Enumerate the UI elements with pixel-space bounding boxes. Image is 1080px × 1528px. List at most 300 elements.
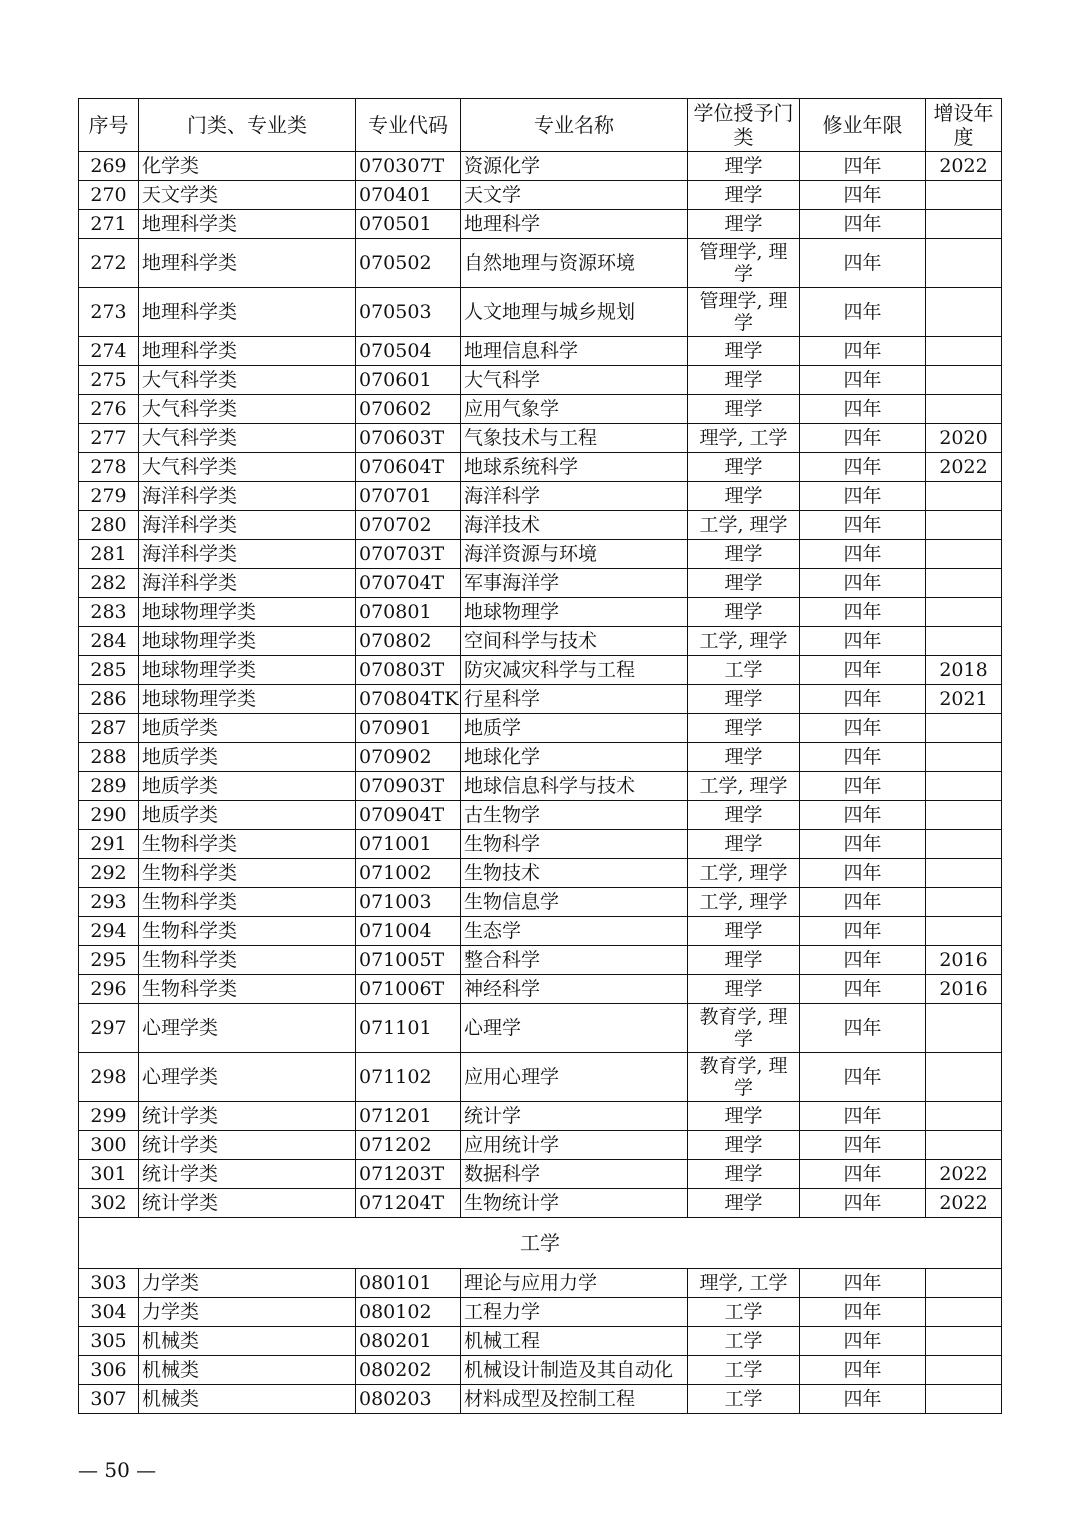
cell-no: 301 (79, 1160, 139, 1189)
cell-degree: 理学 (688, 210, 800, 239)
cell-years: 四年 (800, 1004, 926, 1053)
table-row (79, 1131, 1002, 1160)
table-row (79, 482, 1002, 511)
page-number: — 50 — (78, 1458, 157, 1482)
cell-degree: 理学 (688, 1189, 800, 1218)
cell-degree: 理学 (688, 152, 800, 181)
cell-category: 统计学类 (139, 1102, 356, 1131)
cell-code: 070702 (356, 511, 461, 540)
cell-years: 四年 (800, 714, 926, 743)
table-row (79, 210, 1002, 239)
cell-no: 270 (79, 181, 139, 210)
cell-name: 机械工程 (461, 1327, 688, 1356)
cell-years: 四年 (800, 772, 926, 801)
cell-category: 地理科学类 (139, 239, 356, 288)
table-row (79, 743, 1002, 772)
cell-years: 四年 (800, 152, 926, 181)
cell-code: 070903T (356, 772, 461, 801)
cell-degree: 理学 (688, 743, 800, 772)
cell-years: 四年 (800, 1131, 926, 1160)
header-added: 增设年度 (926, 99, 1002, 152)
cell-category: 生物科学类 (139, 917, 356, 946)
cell-name: 海洋技术 (461, 511, 688, 540)
cell-years: 四年 (800, 917, 926, 946)
cell-years: 四年 (800, 627, 926, 656)
cell-added (926, 801, 1002, 830)
cell-degree: 理学 (688, 830, 800, 859)
cell-added (926, 888, 1002, 917)
cell-added (926, 772, 1002, 801)
cell-no: 304 (79, 1298, 139, 1327)
cell-category: 生物科学类 (139, 888, 356, 917)
cell-name: 气象技术与工程 (461, 424, 688, 453)
cell-name: 地球信息科学与技术 (461, 772, 688, 801)
cell-category: 海洋科学类 (139, 511, 356, 540)
cell-added (926, 1102, 1002, 1131)
cell-code: 071006T (356, 975, 461, 1004)
cell-no: 307 (79, 1385, 139, 1414)
cell-no: 296 (79, 975, 139, 1004)
cell-name: 机械设计制造及其自动化 (461, 1356, 688, 1385)
cell-degree: 工学, 理学 (688, 772, 800, 801)
cell-degree: 理学 (688, 453, 800, 482)
table-row (79, 1160, 1002, 1189)
cell-name: 军事海洋学 (461, 569, 688, 598)
cell-code: 070902 (356, 743, 461, 772)
cell-category: 地质学类 (139, 714, 356, 743)
cell-category: 心理学类 (139, 1004, 356, 1053)
cell-category: 地质学类 (139, 801, 356, 830)
cell-added: 2022 (926, 1160, 1002, 1189)
cell-added (926, 598, 1002, 627)
cell-no: 306 (79, 1356, 139, 1385)
table-row (79, 627, 1002, 656)
table-row (79, 152, 1002, 181)
cell-added (926, 210, 1002, 239)
cell-no: 275 (79, 366, 139, 395)
cell-years: 四年 (800, 1327, 926, 1356)
cell-code: 071101 (356, 1004, 461, 1053)
table-row (79, 181, 1002, 210)
cell-no: 271 (79, 210, 139, 239)
header-degree: 学位授予门类 (688, 99, 800, 152)
cell-degree: 工学 (688, 1385, 800, 1414)
cell-name: 地理信息科学 (461, 337, 688, 366)
header-name: 专业名称 (461, 99, 688, 152)
specialty-table (78, 98, 1002, 1414)
cell-category: 生物科学类 (139, 946, 356, 975)
table-row (79, 830, 1002, 859)
cell-years: 四年 (800, 395, 926, 424)
cell-added (926, 1298, 1002, 1327)
cell-code: 080101 (356, 1269, 461, 1298)
cell-no: 305 (79, 1327, 139, 1356)
table-row (79, 888, 1002, 917)
cell-name: 行星科学 (461, 685, 688, 714)
cell-degree: 理学 (688, 366, 800, 395)
table-row (79, 685, 1002, 714)
table-row (79, 1327, 1002, 1356)
table-row (79, 598, 1002, 627)
cell-category: 化学类 (139, 152, 356, 181)
cell-added: 2022 (926, 453, 1002, 482)
cell-code: 080203 (356, 1385, 461, 1414)
cell-name: 自然地理与资源环境 (461, 239, 688, 288)
cell-years: 四年 (800, 656, 926, 685)
table-row (79, 1269, 1002, 1298)
cell-no: 278 (79, 453, 139, 482)
cell-category: 力学类 (139, 1298, 356, 1327)
cell-years: 四年 (800, 830, 926, 859)
cell-years: 四年 (800, 337, 926, 366)
cell-name: 地理科学 (461, 210, 688, 239)
cell-no: 292 (79, 859, 139, 888)
cell-name: 工程力学 (461, 1298, 688, 1327)
cell-added (926, 337, 1002, 366)
cell-category: 机械类 (139, 1356, 356, 1385)
cell-degree: 理学 (688, 1102, 800, 1131)
cell-added (926, 627, 1002, 656)
cell-no: 277 (79, 424, 139, 453)
cell-category: 地质学类 (139, 743, 356, 772)
cell-code: 071102 (356, 1053, 461, 1102)
cell-years: 四年 (800, 1356, 926, 1385)
cell-no: 282 (79, 569, 139, 598)
header-row (79, 99, 1002, 152)
cell-years: 四年 (800, 366, 926, 395)
cell-name: 人文地理与城乡规划 (461, 288, 688, 337)
cell-name: 空间科学与技术 (461, 627, 688, 656)
cell-years: 四年 (800, 1160, 926, 1189)
table-row (79, 337, 1002, 366)
cell-no: 269 (79, 152, 139, 181)
header-no: 序号 (79, 99, 139, 152)
cell-no: 287 (79, 714, 139, 743)
cell-name: 整合科学 (461, 946, 688, 975)
cell-no: 279 (79, 482, 139, 511)
table-row (79, 1385, 1002, 1414)
cell-code: 070801 (356, 598, 461, 627)
cell-no: 280 (79, 511, 139, 540)
cell-category: 力学类 (139, 1269, 356, 1298)
cell-years: 四年 (800, 598, 926, 627)
cell-years: 四年 (800, 453, 926, 482)
cell-no: 288 (79, 743, 139, 772)
cell-degree: 理学 (688, 598, 800, 627)
cell-added (926, 1004, 1002, 1053)
cell-added (926, 1327, 1002, 1356)
cell-years: 四年 (800, 888, 926, 917)
cell-degree: 工学 (688, 656, 800, 685)
cell-added (926, 830, 1002, 859)
cell-added: 2016 (926, 975, 1002, 1004)
cell-degree: 管理学, 理学 (688, 288, 800, 337)
cell-category: 地球物理学类 (139, 656, 356, 685)
cell-added (926, 1269, 1002, 1298)
cell-category: 大气科学类 (139, 395, 356, 424)
cell-code: 071204T (356, 1189, 461, 1218)
cell-category: 地球物理学类 (139, 685, 356, 714)
cell-added (926, 239, 1002, 288)
cell-degree: 理学 (688, 540, 800, 569)
cell-code: 070502 (356, 239, 461, 288)
cell-code: 070501 (356, 210, 461, 239)
cell-no: 286 (79, 685, 139, 714)
cell-name: 古生物学 (461, 801, 688, 830)
cell-code: 070603T (356, 424, 461, 453)
cell-added (926, 511, 1002, 540)
cell-name: 应用气象学 (461, 395, 688, 424)
cell-no: 300 (79, 1131, 139, 1160)
cell-category: 海洋科学类 (139, 569, 356, 598)
cell-added (926, 859, 1002, 888)
cell-added (926, 917, 1002, 946)
cell-years: 四年 (800, 288, 926, 337)
cell-name: 海洋资源与环境 (461, 540, 688, 569)
cell-no: 298 (79, 1053, 139, 1102)
cell-years: 四年 (800, 1269, 926, 1298)
cell-years: 四年 (800, 1385, 926, 1414)
cell-no: 294 (79, 917, 139, 946)
cell-years: 四年 (800, 181, 926, 210)
cell-added (926, 1053, 1002, 1102)
section-title: 工学 (79, 1218, 1002, 1269)
cell-name: 神经科学 (461, 975, 688, 1004)
cell-code: 070802 (356, 627, 461, 656)
cell-added: 2021 (926, 685, 1002, 714)
table-row (79, 1189, 1002, 1218)
table-row (79, 288, 1002, 337)
cell-no: 274 (79, 337, 139, 366)
cell-name: 生物技术 (461, 859, 688, 888)
cell-degree: 理学 (688, 946, 800, 975)
cell-added (926, 288, 1002, 337)
cell-added (926, 540, 1002, 569)
cell-years: 四年 (800, 975, 926, 1004)
cell-code: 071003 (356, 888, 461, 917)
cell-name: 大气科学 (461, 366, 688, 395)
cell-no: 303 (79, 1269, 139, 1298)
table-row (79, 511, 1002, 540)
cell-code: 071001 (356, 830, 461, 859)
cell-degree: 理学 (688, 482, 800, 511)
cell-no: 302 (79, 1189, 139, 1218)
cell-category: 天文学类 (139, 181, 356, 210)
cell-code: 071005T (356, 946, 461, 975)
cell-name: 地球化学 (461, 743, 688, 772)
cell-added (926, 1131, 1002, 1160)
cell-name: 生态学 (461, 917, 688, 946)
section-row (79, 1218, 1002, 1269)
cell-degree: 理学 (688, 1131, 800, 1160)
cell-degree: 理学 (688, 569, 800, 598)
cell-degree: 工学 (688, 1327, 800, 1356)
cell-years: 四年 (800, 210, 926, 239)
table-row (79, 1004, 1002, 1053)
cell-degree: 理学 (688, 395, 800, 424)
table-row (79, 656, 1002, 685)
cell-degree: 工学, 理学 (688, 511, 800, 540)
cell-degree: 理学 (688, 1160, 800, 1189)
cell-code: 070604T (356, 453, 461, 482)
cell-added (926, 366, 1002, 395)
table-row (79, 453, 1002, 482)
cell-name: 资源化学 (461, 152, 688, 181)
table-row (79, 946, 1002, 975)
cell-code: 070901 (356, 714, 461, 743)
cell-no: 281 (79, 540, 139, 569)
cell-no: 289 (79, 772, 139, 801)
cell-no: 273 (79, 288, 139, 337)
cell-added (926, 1356, 1002, 1385)
cell-no: 297 (79, 1004, 139, 1053)
header-category: 门类、专业类 (139, 99, 356, 152)
cell-name: 生物科学 (461, 830, 688, 859)
cell-degree: 理学 (688, 181, 800, 210)
cell-years: 四年 (800, 859, 926, 888)
cell-name: 心理学 (461, 1004, 688, 1053)
table-row (79, 1102, 1002, 1131)
cell-years: 四年 (800, 1102, 926, 1131)
cell-degree: 工学, 理学 (688, 888, 800, 917)
cell-added (926, 181, 1002, 210)
table-row (79, 1298, 1002, 1327)
table-row (79, 395, 1002, 424)
cell-category: 地球物理学类 (139, 627, 356, 656)
table-row (79, 540, 1002, 569)
cell-code: 071202 (356, 1131, 461, 1160)
cell-years: 四年 (800, 482, 926, 511)
cell-category: 大气科学类 (139, 366, 356, 395)
cell-no: 293 (79, 888, 139, 917)
cell-added: 2022 (926, 1189, 1002, 1218)
cell-code: 071004 (356, 917, 461, 946)
cell-added (926, 714, 1002, 743)
table-row (79, 714, 1002, 743)
cell-years: 四年 (800, 511, 926, 540)
cell-degree: 理学, 工学 (688, 424, 800, 453)
table-row (79, 569, 1002, 598)
table-row (79, 239, 1002, 288)
cell-degree: 工学 (688, 1356, 800, 1385)
cell-years: 四年 (800, 569, 926, 598)
cell-name: 防灾减灾科学与工程 (461, 656, 688, 685)
cell-years: 四年 (800, 1053, 926, 1102)
cell-name: 数据科学 (461, 1160, 688, 1189)
cell-code: 070804TK (356, 685, 461, 714)
cell-degree: 理学 (688, 714, 800, 743)
cell-code: 071002 (356, 859, 461, 888)
cell-years: 四年 (800, 424, 926, 453)
table-row (79, 917, 1002, 946)
cell-added (926, 1385, 1002, 1414)
cell-name: 生物统计学 (461, 1189, 688, 1218)
cell-degree: 教育学, 理学 (688, 1004, 800, 1053)
cell-name: 地球系统科学 (461, 453, 688, 482)
cell-category: 生物科学类 (139, 830, 356, 859)
cell-code: 070803T (356, 656, 461, 685)
table-row (79, 1053, 1002, 1102)
cell-degree: 管理学, 理学 (688, 239, 800, 288)
cell-code: 070704T (356, 569, 461, 598)
cell-added (926, 743, 1002, 772)
cell-code: 070307T (356, 152, 461, 181)
cell-name: 统计学 (461, 1102, 688, 1131)
cell-name: 应用心理学 (461, 1053, 688, 1102)
cell-no: 283 (79, 598, 139, 627)
cell-category: 地理科学类 (139, 210, 356, 239)
cell-category: 统计学类 (139, 1160, 356, 1189)
cell-degree: 理学, 工学 (688, 1269, 800, 1298)
table-row (79, 1356, 1002, 1385)
cell-degree: 理学 (688, 337, 800, 366)
cell-no: 290 (79, 801, 139, 830)
cell-degree: 工学, 理学 (688, 859, 800, 888)
cell-category: 地球物理学类 (139, 598, 356, 627)
cell-name: 理论与应用力学 (461, 1269, 688, 1298)
cell-name: 应用统计学 (461, 1131, 688, 1160)
header-years: 修业年限 (800, 99, 926, 152)
cell-name: 地质学 (461, 714, 688, 743)
cell-no: 285 (79, 656, 139, 685)
cell-code: 080102 (356, 1298, 461, 1327)
cell-added: 2020 (926, 424, 1002, 453)
cell-code: 080202 (356, 1356, 461, 1385)
table-row (79, 424, 1002, 453)
header-code: 专业代码 (356, 99, 461, 152)
table-row (79, 772, 1002, 801)
cell-code: 070601 (356, 366, 461, 395)
cell-no: 284 (79, 627, 139, 656)
cell-years: 四年 (800, 801, 926, 830)
cell-category: 地理科学类 (139, 337, 356, 366)
cell-added: 2018 (926, 656, 1002, 685)
cell-years: 四年 (800, 1189, 926, 1218)
cell-degree: 理学 (688, 801, 800, 830)
table-row (79, 859, 1002, 888)
cell-no: 272 (79, 239, 139, 288)
cell-name: 材料成型及控制工程 (461, 1385, 688, 1414)
cell-degree: 理学 (688, 975, 800, 1004)
cell-name: 生物信息学 (461, 888, 688, 917)
cell-category: 心理学类 (139, 1053, 356, 1102)
cell-years: 四年 (800, 743, 926, 772)
cell-category: 大气科学类 (139, 453, 356, 482)
cell-code: 070701 (356, 482, 461, 511)
cell-category: 海洋科学类 (139, 540, 356, 569)
cell-code: 070401 (356, 181, 461, 210)
table-row (79, 975, 1002, 1004)
cell-added (926, 569, 1002, 598)
cell-category: 大气科学类 (139, 424, 356, 453)
cell-code: 071203T (356, 1160, 461, 1189)
cell-code: 070904T (356, 801, 461, 830)
cell-code: 071201 (356, 1102, 461, 1131)
cell-code: 070503 (356, 288, 461, 337)
cell-degree: 理学 (688, 685, 800, 714)
cell-no: 295 (79, 946, 139, 975)
cell-category: 海洋科学类 (139, 482, 356, 511)
cell-degree: 理学 (688, 917, 800, 946)
cell-added: 2016 (926, 946, 1002, 975)
cell-category: 生物科学类 (139, 859, 356, 888)
cell-name: 海洋科学 (461, 482, 688, 511)
cell-category: 地理科学类 (139, 288, 356, 337)
cell-added: 2022 (926, 152, 1002, 181)
cell-code: 070504 (356, 337, 461, 366)
cell-category: 机械类 (139, 1327, 356, 1356)
cell-name: 地球物理学 (461, 598, 688, 627)
